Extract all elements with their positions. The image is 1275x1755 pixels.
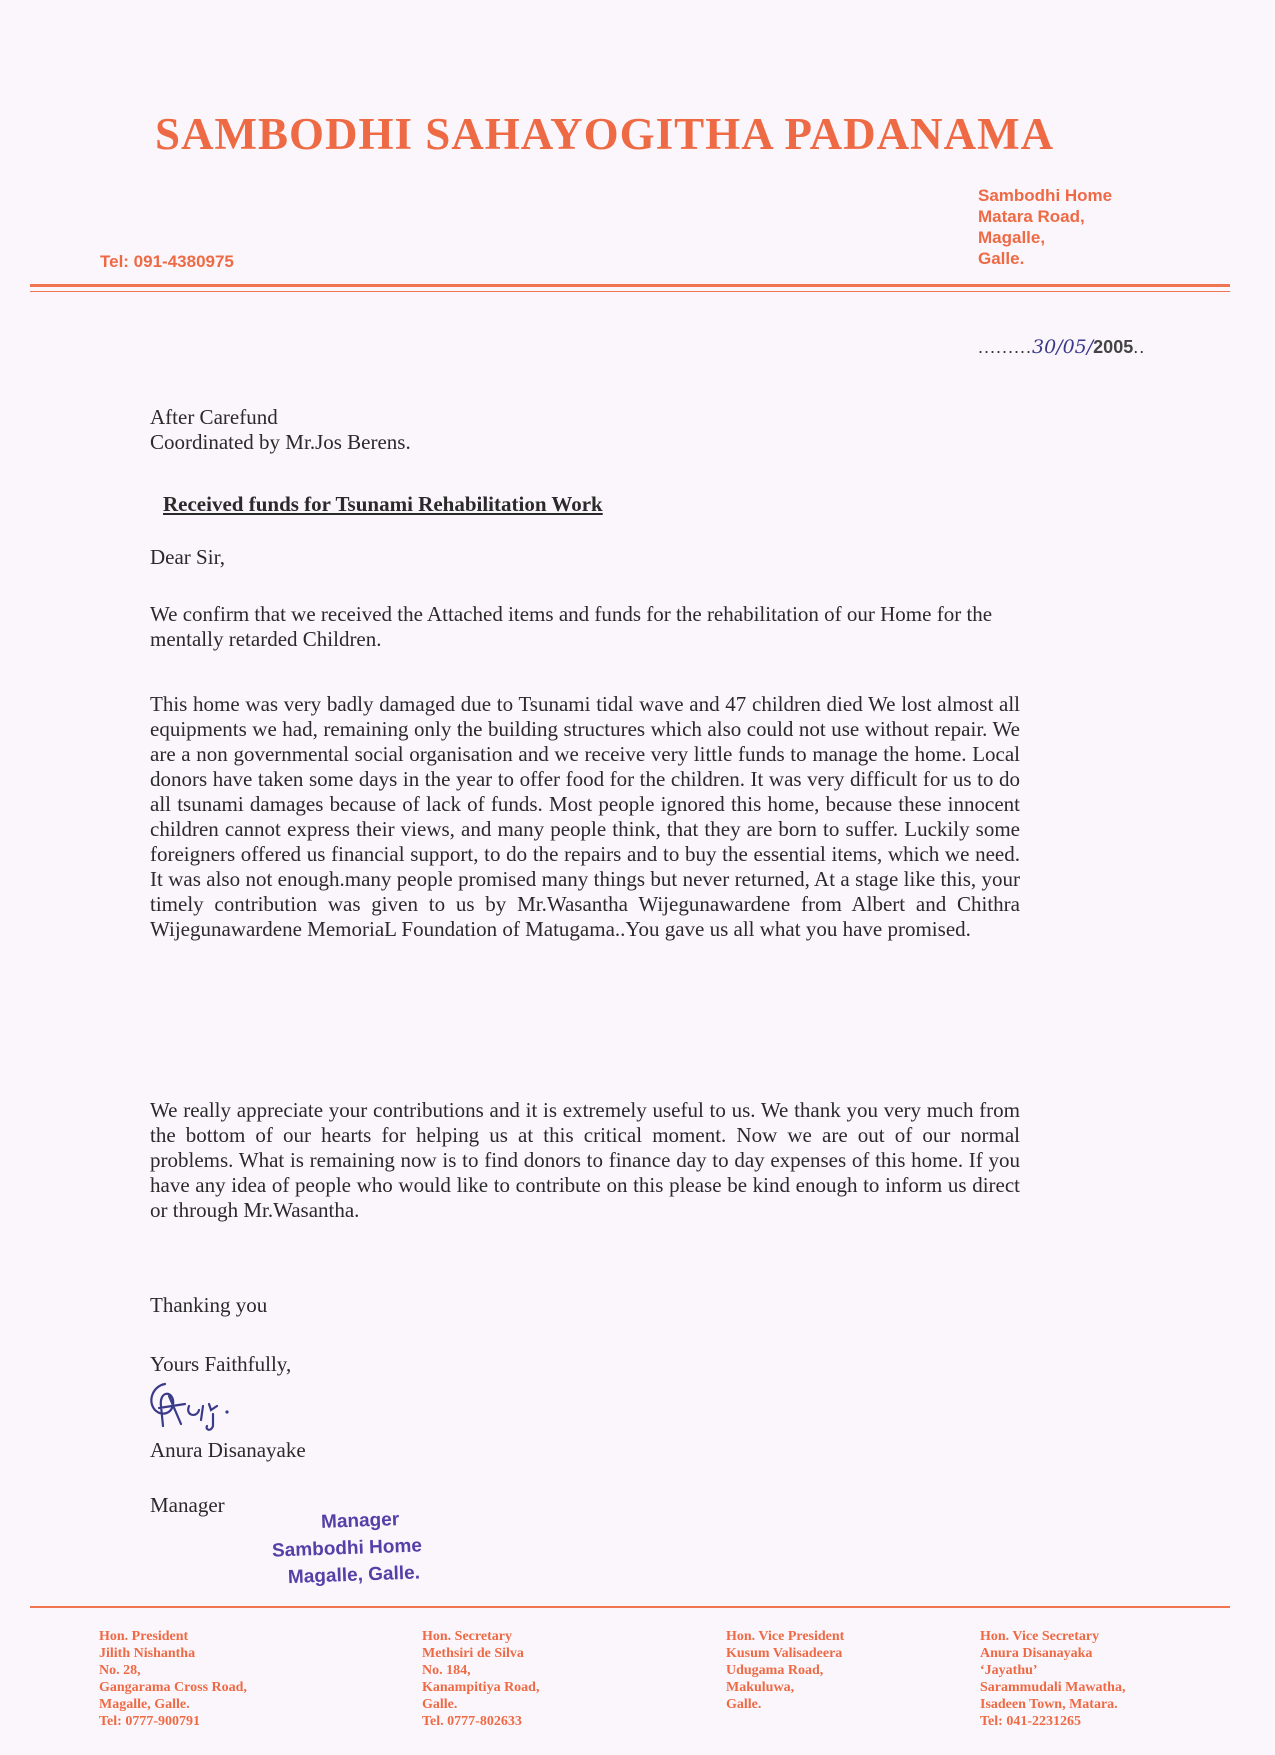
address-line: Magalle, xyxy=(978,228,1046,247)
letter-subject: Received funds for Tsunami Rehabilitation Work xyxy=(163,492,603,516)
officer-line: Gangarama Cross Road, xyxy=(99,1680,247,1695)
date-dots: ......... xyxy=(978,337,1033,357)
body-paragraph: This home was very badly damaged due to Tsunami tidal wave and 47 children died We lost almost all equipments we had, remaining only the building structures which also could not use without repair. We are a non governmental social organisation and we receive very little funds to manage the home. Local donors have taken some days in the year to offer food for the children. It was very difficult for us to do all tsunami damages because of lack of funds. Most people ignored this home, because these innocent children cannot express their views, and many people think, that they are born to suffer. Luckily some foreigners offered us financial support, to do the repairs and to buy the essential items, which we need. It was also not enough.many people promised many things but never returned, At a stage like this, your timely contribution was given to us by Mr.Wasantha Wijegunawardene from Albert and Chithra Wijegunawardene MemoriaL Foundation of Matugama..You gave us all what you have promised. xyxy=(150,692,1020,941)
address-line: Galle. xyxy=(978,249,1025,268)
handwritten-signature xyxy=(145,1376,235,1436)
footer-officer-president xyxy=(99,1628,247,1730)
officer-role: Hon. Vice Secretary xyxy=(980,1629,1100,1644)
footer-officer-secretary xyxy=(422,1628,539,1730)
officer-line: Tel: 0777-900791 xyxy=(99,1714,200,1729)
stamp-line: Sambodhi Home xyxy=(271,1535,423,1562)
officer-line: Makuluwa, xyxy=(726,1680,795,1695)
officer-line: Jilith Nishantha xyxy=(99,1646,196,1661)
signer-title: Manager xyxy=(150,1493,225,1517)
officer-line: Kanampitiya Road, xyxy=(422,1680,540,1695)
officer-line: Magalle, Galle. xyxy=(99,1697,190,1712)
officer-role: Hon. Secretary xyxy=(422,1629,512,1644)
officer-line: Galle. xyxy=(422,1697,458,1712)
date-printed: 2005 xyxy=(1093,337,1134,357)
address-line: Matara Road, xyxy=(978,207,1085,226)
letterhead-telephone: Tel: 091-4380975 xyxy=(100,252,234,271)
signer-name: Anura Disanayake xyxy=(150,1438,306,1462)
header-rule xyxy=(30,284,1230,287)
officer-line: Tel. 0777-802633 xyxy=(422,1714,522,1729)
footer-officer-vice-president xyxy=(726,1628,844,1713)
stamp-line: Manager xyxy=(320,1509,400,1533)
date-trail: .. xyxy=(1133,337,1146,357)
recipient-line: After Carefund xyxy=(150,405,278,429)
letter-date xyxy=(978,336,1145,358)
stamp-line: Magalle, Galle. xyxy=(287,1562,421,1589)
officer-line: ‘Jayathu’ xyxy=(980,1663,1038,1678)
officer-line: Methsiri de Silva xyxy=(422,1646,524,1661)
officer-line: Anura Disanayaka xyxy=(980,1646,1093,1661)
official-stamp xyxy=(271,1505,424,1591)
officer-line: Galle. xyxy=(726,1697,762,1712)
officer-role: Hon. President xyxy=(99,1629,189,1644)
letterhead-address xyxy=(978,185,1112,269)
officer-role: Hon. Vice President xyxy=(726,1629,845,1644)
date-handwritten: 30/05/ xyxy=(1032,336,1094,358)
header-rule-thin xyxy=(30,291,1230,292)
officer-line: No. 28, xyxy=(99,1663,141,1678)
officer-line: Udugama Road, xyxy=(726,1663,824,1678)
recipient-block xyxy=(150,405,1030,455)
officer-line: Tel: 041-2231265 xyxy=(980,1714,1081,1729)
footer-officer-vice-secretary xyxy=(980,1628,1125,1730)
officer-line: Sarammudali Mawatha, xyxy=(980,1680,1126,1695)
recipient-line: Coordinated by Mr.Jos Berens. xyxy=(150,430,411,454)
officer-line: Isadeen Town, Matara. xyxy=(980,1697,1118,1712)
officer-line: Kusum Valisadeera xyxy=(726,1646,843,1661)
closing-line: Yours Faithfully, xyxy=(150,1352,292,1376)
body-paragraph: We confirm that we received the Attached items and funds for the rehabilitation of our Home for the mentally retarded Children. xyxy=(150,602,993,651)
officer-line: No. 184, xyxy=(422,1663,471,1678)
organization-name: SAMBODHI SAHAYOGITHA PADANAMA xyxy=(155,109,1055,159)
body-paragraph: We really appreciate your contributions and it is extremely useful to us. We thank you very much from the bottom of our hearts for helping us at this critical moment. Now we are out of our normal problems. What is remaining now is to find donors to finance day to day expenses of this home. If you have any idea of people who would like to contribute on this please be kind enough to inform us direct or through Mr.Wasantha. xyxy=(150,1098,1020,1222)
salutation: Dear Sir, xyxy=(150,545,225,569)
address-line: Sambodhi Home xyxy=(978,186,1113,205)
footer-rule xyxy=(30,1606,1230,1608)
thanks-line: Thanking you xyxy=(150,1293,268,1317)
